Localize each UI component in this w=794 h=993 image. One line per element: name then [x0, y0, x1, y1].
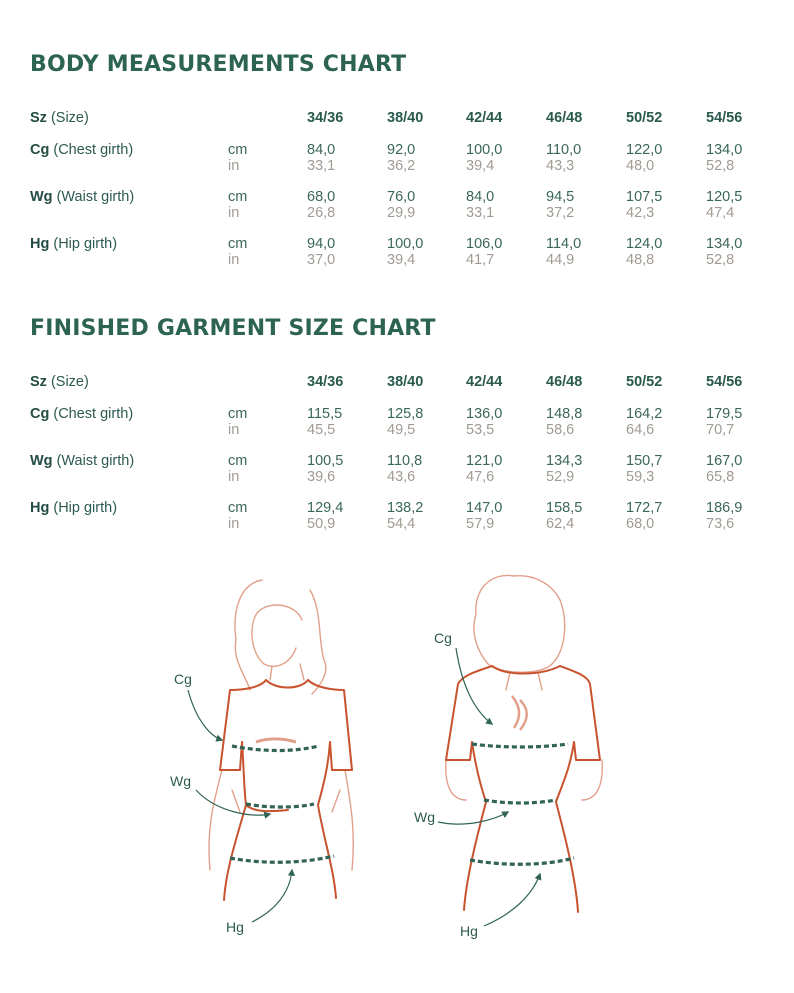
value-cell: 134,0 52,8 [706, 236, 743, 268]
row-label: Cg (Chest girth) [30, 142, 134, 158]
value-cell: 167,0 65,8 [706, 453, 743, 485]
row-label: Wg (Waist girth) [30, 189, 135, 205]
value-cell: 84,0 33,1 [307, 142, 336, 174]
table-row [30, 453, 770, 500]
value-cell: 84,0 33,1 [466, 189, 495, 221]
garment-size-table [30, 374, 770, 547]
value-cell: 138,2 54,4 [387, 500, 424, 532]
size-col: 34/36 [307, 110, 344, 126]
row-label: Wg (Waist girth) [30, 453, 135, 469]
value-cell: 186,9 73,6 [706, 500, 743, 532]
value-cell: 164,2 64,6 [626, 406, 663, 438]
table-row [30, 142, 770, 189]
value-cell: 110,0 43,3 [546, 142, 582, 174]
back-waist-label: Wg [414, 809, 435, 825]
value-cell: 121,0 47,6 [466, 453, 503, 485]
size-col: 38/40 [387, 374, 424, 390]
row-label: Hg (Hip girth) [30, 500, 118, 516]
value-cell: 122,0 48,0 [626, 142, 663, 174]
body-measurements-title: BODY MEASUREMENTS CHART [30, 52, 407, 77]
size-col: 50/52 [626, 374, 663, 390]
size-label: Sz (Size) [30, 374, 89, 390]
front-hip-label: Hg [226, 919, 244, 935]
value-cell: 124,0 48,8 [626, 236, 663, 268]
value-cell: 125,8 49,5 [387, 406, 424, 438]
value-cell: 115,5 45,5 [307, 406, 343, 438]
unit-cell: cm in [228, 189, 248, 221]
value-cell: 68,0 26,8 [307, 189, 336, 221]
table-row [30, 500, 770, 547]
value-cell: 114,0 44,9 [546, 236, 582, 268]
front-arrows [188, 690, 292, 922]
front-body-outline [209, 580, 353, 870]
value-cell: 100,0 39,4 [387, 236, 424, 268]
unit-cell: cm in [228, 236, 248, 268]
value-cell: 106,0 41,7 [466, 236, 503, 268]
value-cell: 134,0 52,8 [706, 142, 743, 174]
back-figure [414, 575, 602, 939]
back-arrows [438, 648, 540, 926]
size-col: 42/44 [466, 374, 503, 390]
size-col: 46/48 [546, 110, 583, 126]
size-col: 50/52 [626, 110, 663, 126]
value-cell: 100,5 39,6 [307, 453, 344, 485]
value-cell: 179,5 70,7 [706, 406, 743, 438]
back-hip-label: Hg [460, 923, 478, 939]
unit-cell: cm in [228, 406, 248, 438]
value-cell: 136,0 53,5 [466, 406, 503, 438]
front-chest-label: Cg [174, 671, 192, 687]
size-col: 34/36 [307, 374, 344, 390]
front-figure [170, 580, 353, 935]
garment-size-title: FINISHED GARMENT SIZE CHART [30, 316, 436, 341]
value-cell: 158,5 62,4 [546, 500, 583, 532]
value-cell: 120,5 47,4 [706, 189, 743, 221]
value-cell: 172,7 68,0 [626, 500, 663, 532]
unit-cell: cm in [228, 453, 248, 485]
back-chest-mark [512, 696, 527, 730]
body-measurements-table [30, 110, 770, 283]
value-cell: 147,0 57,9 [466, 500, 503, 532]
size-label: Sz (Size) [30, 110, 89, 126]
row-label: Cg (Chest girth) [30, 406, 134, 422]
value-cell: 134,3 52,9 [546, 453, 583, 485]
unit-cell: cm in [228, 142, 248, 174]
back-chest-label: Cg [434, 630, 452, 646]
size-col: 54/56 [706, 110, 743, 126]
size-col: 42/44 [466, 110, 503, 126]
unit-cell: cm in [228, 500, 248, 532]
table-header-row [30, 374, 770, 406]
row-label: Hg (Hip girth) [30, 236, 118, 252]
value-cell: 107,5 42,3 [626, 189, 663, 221]
size-col: 54/56 [706, 374, 743, 390]
front-garment-outline [220, 680, 352, 900]
value-cell: 92,0 36,2 [387, 142, 416, 174]
value-cell: 76,0 29,9 [387, 189, 416, 221]
back-body-outline [446, 575, 603, 800]
size-col: 38/40 [387, 110, 424, 126]
value-cell: 129,4 50,9 [307, 500, 344, 532]
value-cell: 94,0 37,0 [307, 236, 336, 268]
value-cell: 148,8 58,6 [546, 406, 583, 438]
table-header-row [30, 110, 770, 142]
value-cell: 100,0 39,4 [466, 142, 503, 174]
front-chest-mark [256, 739, 296, 742]
value-cell: 150,7 59,3 [626, 453, 663, 485]
table-row [30, 189, 770, 236]
value-cell: 110,8 43,6 [387, 453, 423, 485]
table-row [30, 406, 770, 453]
value-cell: 94,5 37,2 [546, 189, 575, 221]
measurement-illustration [0, 560, 794, 980]
front-waist-label: Wg [170, 773, 191, 789]
size-col: 46/48 [546, 374, 583, 390]
table-row [30, 236, 770, 283]
